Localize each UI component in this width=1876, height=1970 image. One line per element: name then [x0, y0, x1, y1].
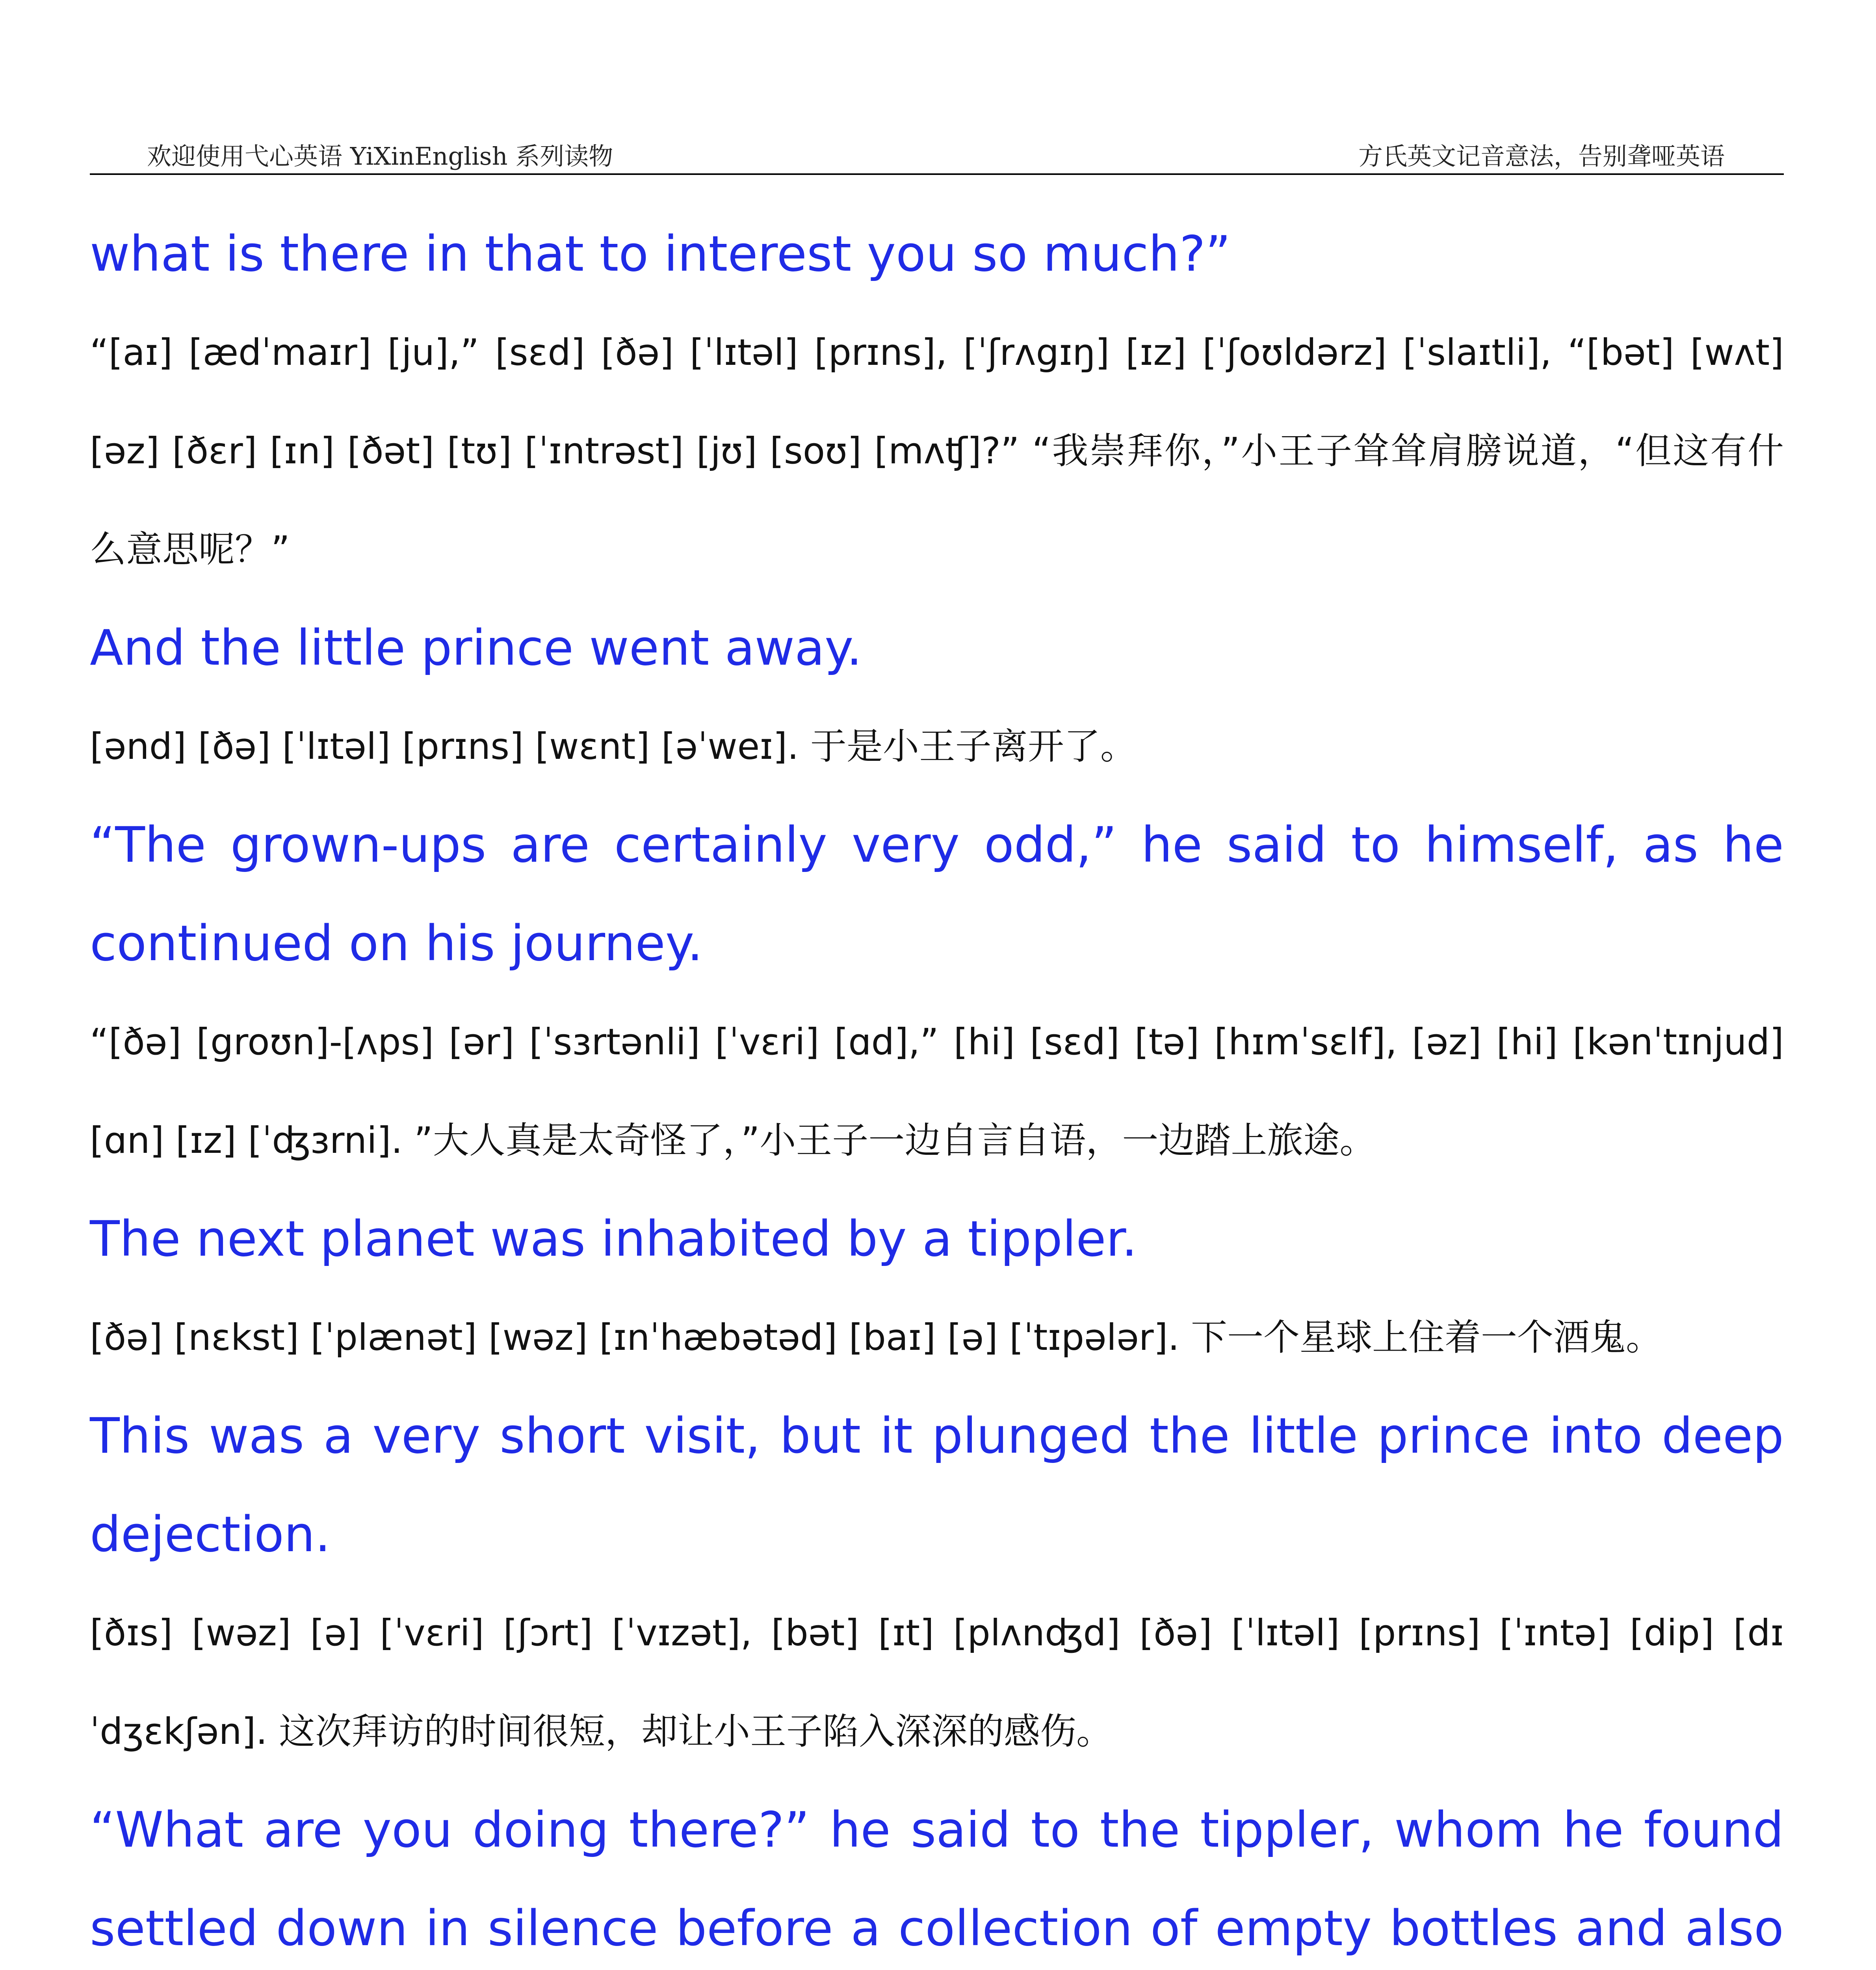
phonetic-translation: [ðə] [nɛkst] [ˈplænət] [wəz] [ɪnˈhæbətəd] [baɪ] [ə] [ˈtɪpələr]. 下一个星球上住着一个酒鬼。 — [90, 1316, 1662, 1359]
page-header — [90, 134, 1784, 175]
page-content — [90, 205, 1784, 1970]
english-sentence: “What are you doing there?” he said to the tippler, whom he found settled down in silence before a collection of empty bottles and also — [90, 1802, 1784, 1957]
header-method-title: 方氏英文记音意法，告别聋哑英语 — [1358, 142, 1725, 171]
english-sentence: what is there in that to interest you so much?” — [90, 226, 1231, 282]
phonetic-translation: “[ðə] [groʊn]-[ʌps] [ər] [ˈsɜrtənli] [ˈvɛri] [ɑd],” [hi] [sɛd] [tə] [hɪmˈsɛlf], [əz] [hi] [kənˈtɪnjud] [ɑn] [ɪz] [ˈʤɜrni]. ”大人真是太奇怪了，”小王子一边自言自语，一边踏上旅途。 — [90, 1021, 1784, 1162]
header-series-title: 欢迎使用弋心英语 YiXinEnglish 系列读物 — [147, 142, 613, 171]
english-sentence: And the little prince went away. — [90, 620, 862, 676]
phonetic-translation: [ənd] [ðə] [ˈlɪtəl] [prɪns] [wɛnt] [əˈweɪ]. 于是小王子离开了。 — [90, 725, 1137, 768]
english-sentence: This was a very short visit, but it plunged the little prince into deep dejection. — [90, 1408, 1784, 1563]
phonetic-translation: “[aɪ] [ædˈmaɪr] [ju],” [sɛd] [ðə] [ˈlɪtəl] [prɪns], [ˈʃrʌgɪŋ] [ɪz] [ˈʃoʊldərz] [ˈslaɪtli], “[bət] [wʌt] [əz] [ðɛr] [ɪn] [ðət] [tʊ] [ˈɪntrəst] [jʊ] [soʊ] [mʌʧ]?” “我崇拜你，”小王子耸耸肩膀说道，“但这有什么意思呢？” — [90, 331, 1784, 571]
english-sentence: The next planet was inhabited by a tippler. — [90, 1211, 1137, 1267]
english-sentence: “The grown-ups are certainly very odd,” he said to himself, as he continued on his journey. — [90, 817, 1784, 972]
phonetic-translation: [ðɪs] [wəz] [ə] [ˈvɛri] [ʃɔrt] [ˈvɪzət], [bət] [ɪt] [plʌnʤd] [ðə] [ˈlɪtəl] [prɪns] [ˈɪntə] [dip] [dɪˈdʒɛkʃən]. 这次拜访的时间很短，却让小王子陷入深深的感伤。 — [90, 1612, 1784, 1753]
